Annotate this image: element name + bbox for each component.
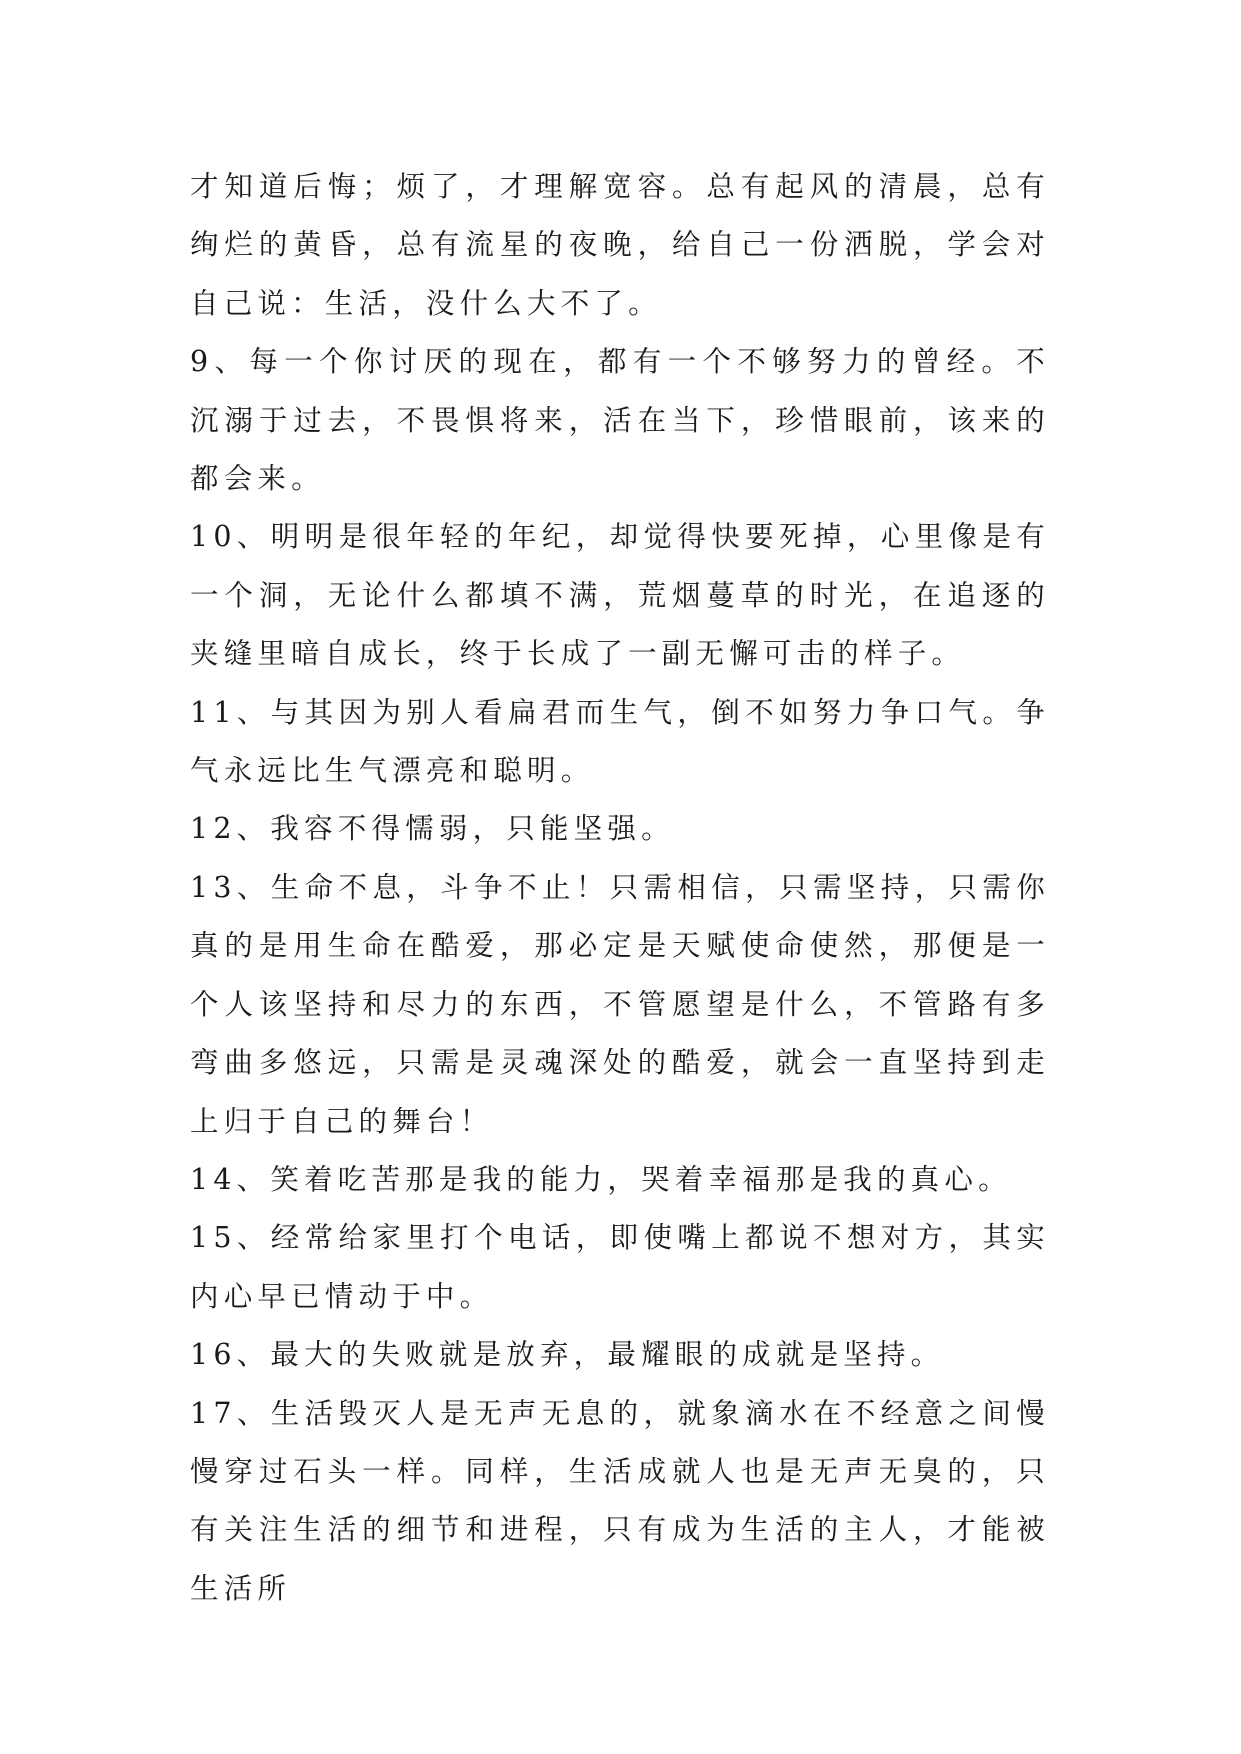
paragraph-item-9: 9、每一个你讨厌的现在，都有一个不够努力的曾经。不沉溺于过去，不畏惧将来，活在当下，珍惜眼前，该来的都会来。 [190, 345, 1050, 496]
paragraph-item-13: 13、生命不息，斗争不止！只需相信，只需坚持，只需你真的是用生命在酷爱，那必定是天赋使命使然，那便是一个人该坚持和尽力的东西，不管愿望是什么，不管路有多弯曲多悠远，只需是灵魂深处的酷爱，就会一直坚持到走上归于自己的舞台！ [190, 870, 1050, 1138]
paragraph-item-14: 14、笑着吃苦那是我的能力，哭着幸福那是我的真心。 [190, 1162, 1012, 1196]
paragraph-item-12: 12、我容不得懦弱，只能坚强。 [190, 812, 675, 846]
paragraph-item-15: 15、经常给家里打个电话，即使嘴上都说不想对方，其实内心早已情动于中。 [190, 1221, 1050, 1313]
document-body [190, 158, 1050, 1618]
paragraph-continued: 才知道后悔；烦了，才理解宽容。总有起风的清晨，总有绚烂的黄昏，总有流星的夜晚，给自己一份洒脱，学会对自己说：生活，没什么大不了。 [190, 170, 1050, 320]
paragraph-item-16: 16、最大的失败就是放弃，最耀眼的成就是坚持。 [190, 1338, 945, 1372]
paragraph-item-11: 11、与其因为别人看扁君而生气，倒不如努力争口气。争气永远比生气漂亮和聪明。 [190, 695, 1050, 788]
paragraph-item-10: 10、明明是很年轻的年纪，却觉得快要死掉，心里像是有一个洞，无论什么都填不满，荒烟蔓草的时光，在追逐的夹缝里暗自成长，终于长成了一副无懈可击的样子。 [190, 520, 1050, 671]
paragraph-item-17: 17、生活毁灭人是无声无息的，就象滴水在不经意之间慢慢穿过石头一样。同样，生活成就人也是无声无臭的，只有关注生活的细节和进程，只有成为生活的主人，才能被生活所 [190, 1396, 1050, 1605]
